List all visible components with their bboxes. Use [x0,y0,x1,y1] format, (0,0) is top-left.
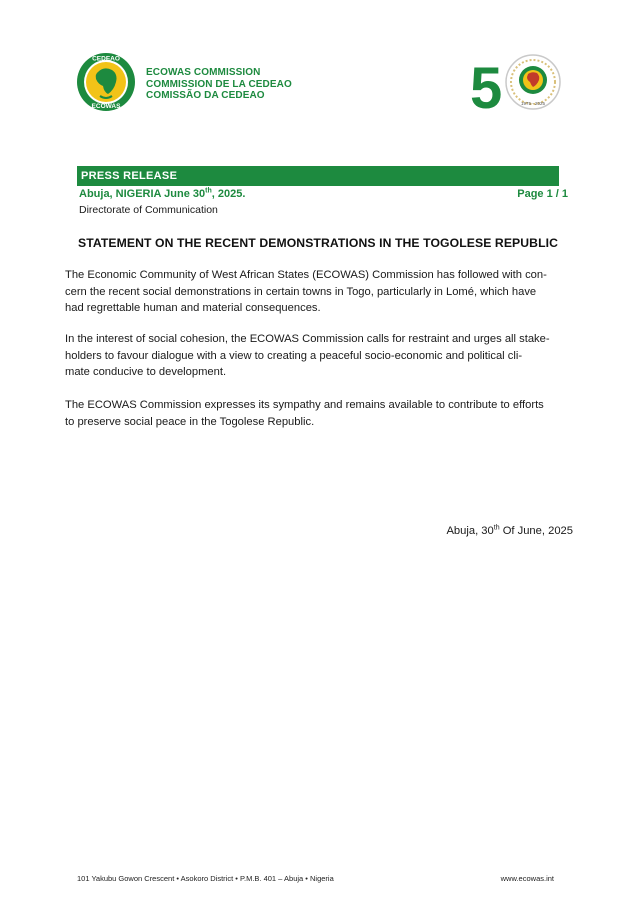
ecowas-logo [76,52,136,112]
signoff-suffix: Of June, 2025 [499,525,573,537]
paragraph-line: had regrettable human and material consequences. [65,302,321,314]
paragraph-3 [65,397,575,430]
statement-title: STATEMENT ON THE RECENT DEMONSTRATIONS IN THE TOGOLESE REPUBLIC [77,236,559,250]
signoff-superscript: th [493,524,500,532]
paragraph-line: holders to favour dialogue with a view to creating a peaceful socio-economic and political cli- [65,349,523,362]
paragraph-line: The Economic Community of West African States (ECOWAS) Commission has followed with con- [65,269,547,281]
date-superscript: th [205,187,212,195]
anniversary-number: 5 [470,56,503,114]
anniversary-50-logo [470,52,562,114]
directorate-label: Directorate of Communication [79,204,218,216]
press-release-banner: PRESS RELEASE [77,166,559,186]
footer-website-link[interactable]: www.ecowas.int [500,874,554,883]
anniversary-years: 1975 - 2025 [520,101,546,106]
org-name-pt: COMISSÃO DA CEDEAO [146,90,265,101]
organization-names [146,67,292,102]
logo-top-text: CEDEAO [92,55,120,63]
date-prefix: Abuja, NIGERIA June 30 [79,188,206,200]
signoff-date [446,525,573,537]
paragraph-line: cern the recent social demonstrations in certain towns in Togo, particularly in Lomé, which have [65,285,537,298]
page-number: Page 1 / 1 [517,188,568,200]
release-date [79,188,245,200]
org-name-en: ECOWAS COMMISSION [146,67,261,78]
paragraph-line: mate conducive to development. [65,366,227,378]
paragraph-line: In the interest of social cohesion, the ECOWAS Commission calls for restraint and urges all stake- [65,333,550,345]
paragraph-2 [65,331,575,381]
org-name-fr: COMMISSION DE LA CEDEAO [146,78,292,90]
paragraph-1 [65,267,575,317]
logo-bottom-text: ECOWAS [91,103,121,110]
paragraph-line: to preserve social peace in the Togolese Republic. [65,415,315,428]
date-suffix: , 2025. [211,188,246,200]
footer-address: 101 Yakubu Gowon Crescent • Asokoro District • P.M.B. 401 – Abuja • Nigeria [77,874,334,883]
signoff-prefix: Abuja, 30 [446,525,494,537]
paragraph-line: The ECOWAS Commission expresses its sympathy and remains available to contribute to efforts [65,399,544,411]
